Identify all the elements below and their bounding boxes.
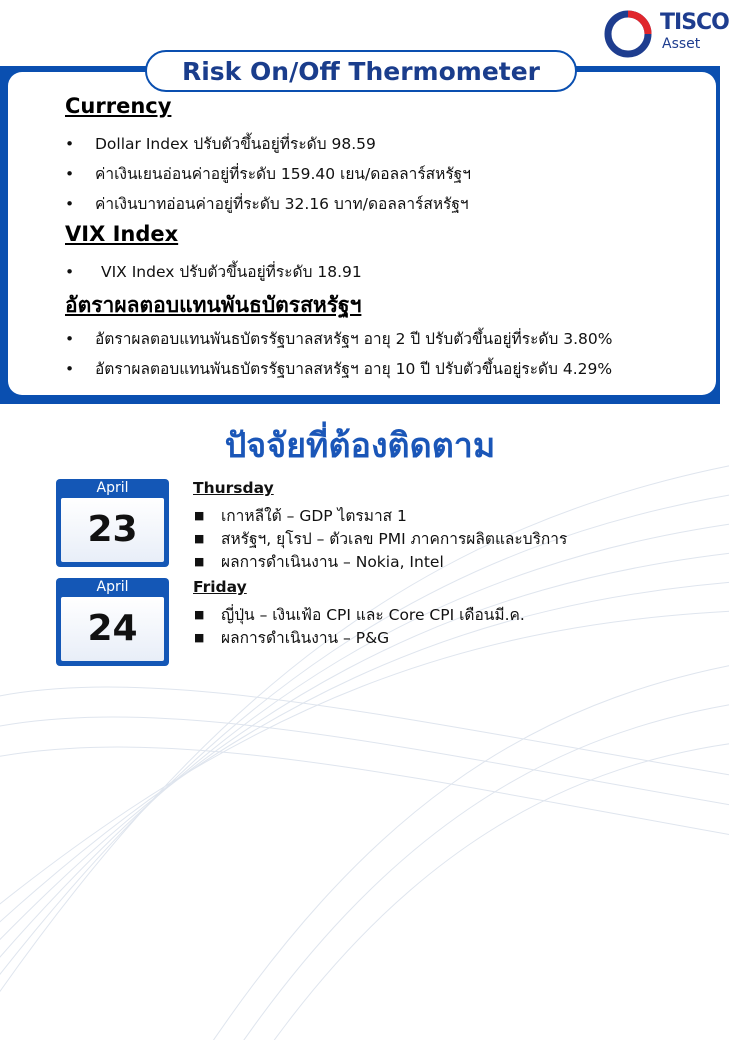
logo-brand-text: TISCO bbox=[660, 10, 729, 35]
event-item: ■ เกาหลีใต้ – GDP ไตรมาส 1 bbox=[194, 507, 407, 525]
currency-item: • ค่าเงินบาทอ่อนค่าอยู่ที่ระดับ 32.16 บาท/ดอลลาร์สหรัฐฯ bbox=[65, 195, 469, 213]
panel-title-pill bbox=[145, 50, 577, 92]
calendar-day: 23 bbox=[61, 498, 164, 562]
currency-item: • ค่าเงินเยนอ่อนค่าอยู่ที่ระดับ 159.40 เยน/ดอลลาร์สหรัฐฯ bbox=[65, 165, 471, 183]
calendar-month: April bbox=[96, 579, 129, 595]
logo-sub-text: Asset bbox=[662, 36, 701, 52]
tisco-ring-icon bbox=[604, 10, 652, 58]
factors-title: ปัจจัยที่ต้องติดตาม bbox=[224, 426, 496, 466]
vix-heading: VIX Index bbox=[65, 222, 179, 246]
currency-heading: Currency bbox=[65, 94, 172, 118]
calendar-month: April bbox=[96, 480, 129, 496]
vix-item: • VIX Index ปรับตัวขึ้นอยู่ที่ระดับ 18.91 bbox=[65, 263, 362, 281]
event-item: ■ ผลการดำเนินงาน – P&G bbox=[194, 629, 390, 647]
bond-yield-item: • อัตราผลตอบแทนพันธบัตรรัฐบาลสหรัฐฯ อายุ 2 ปี ปรับตัวขึ้นอยู่ที่ระดับ 3.80% bbox=[65, 330, 613, 348]
calendar-day: 24 bbox=[61, 597, 164, 661]
weekday-heading: Friday bbox=[193, 578, 247, 596]
currency-item: • Dollar Index ปรับตัวขึ้นอยู่ที่ระดับ 98.59 bbox=[65, 135, 376, 153]
panel-title: Risk On/Off Thermometer bbox=[181, 57, 541, 86]
event-item: ■ ญี่ปุ่น – เงินเฟ้อ CPI และ Core CPI เดือนมี.ค. bbox=[194, 606, 525, 624]
calendar-icon-april-23 bbox=[56, 479, 169, 567]
event-item: ■ ผลการดำเนินงาน – Nokia, Intel bbox=[194, 553, 444, 571]
event-item: ■ สหรัฐฯ, ยุโรป – ตัวเลข PMI ภาคการผลิตและบริการ bbox=[194, 530, 568, 548]
bond-yield-item: • อัตราผลตอบแทนพันธบัตรรัฐบาลสหรัฐฯ อายุ 10 ปี ปรับตัวขึ้นอยู่ระดับ 4.29% bbox=[65, 360, 613, 378]
tisco-asset-logo bbox=[604, 8, 729, 60]
weekday-heading: Thursday bbox=[193, 479, 274, 497]
calendar-icon-april-24 bbox=[56, 578, 169, 666]
bond-yield-heading: อัตราผลตอบแทนพันธบัตรสหรัฐฯ bbox=[65, 293, 362, 317]
